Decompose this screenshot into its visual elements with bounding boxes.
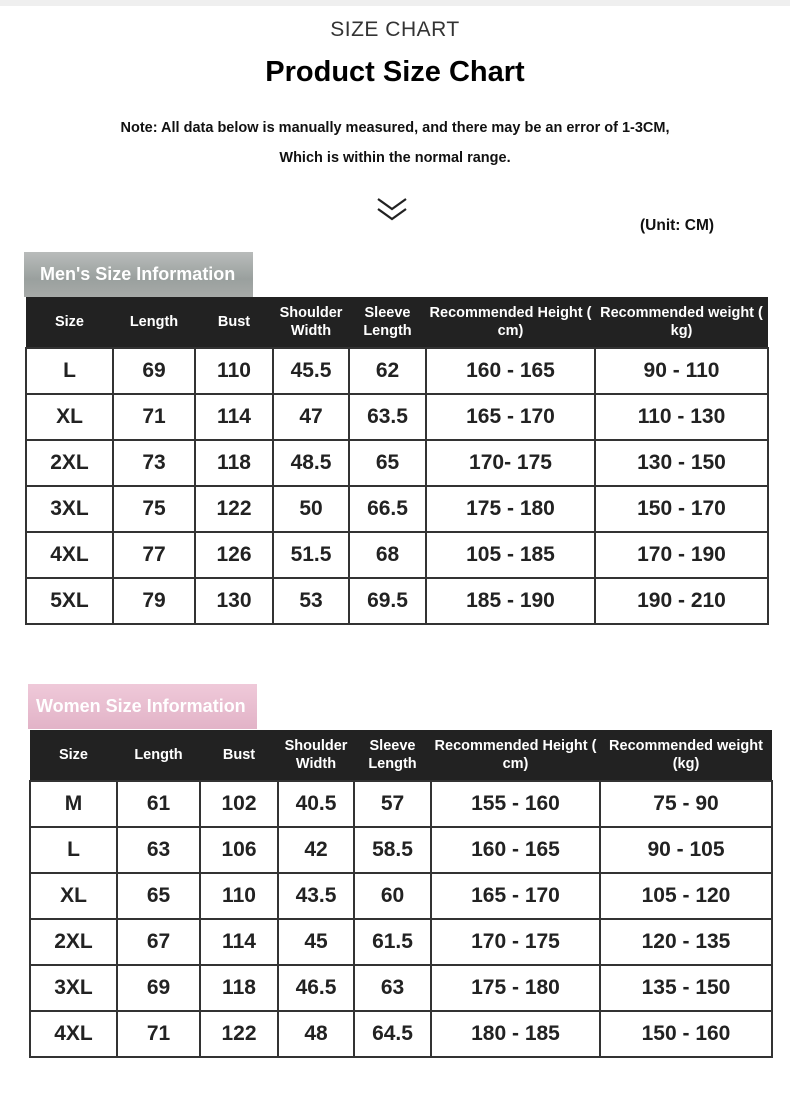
measurement-cell: 122 (200, 1011, 278, 1057)
column-header-sleeve-length: Sleeve Length (354, 730, 431, 781)
measurement-cell: 118 (200, 965, 278, 1011)
measurement-cell: 71 (117, 1011, 200, 1057)
measurement-cell: 67 (117, 919, 200, 965)
size-cell: 3XL (26, 486, 113, 532)
measurement-cell: 48.5 (273, 440, 349, 486)
measurement-cell: 105 - 120 (600, 873, 772, 919)
measurement-cell: 77 (113, 532, 195, 578)
size-cell: 3XL (30, 965, 117, 1011)
measurement-cell: 190 - 210 (595, 578, 768, 624)
measurement-cell: 90 - 110 (595, 348, 768, 394)
women-header-row (30, 730, 772, 781)
size-cell: L (30, 827, 117, 873)
column-header-bust: Bust (200, 730, 278, 781)
column-header-shoulder-width: Shoulder Width (273, 297, 349, 348)
table-row (26, 578, 768, 624)
column-header-size: Size (30, 730, 117, 781)
size-cell: 4XL (30, 1011, 117, 1057)
measurement-cell: 118 (195, 440, 273, 486)
measurement-cell: 150 - 160 (600, 1011, 772, 1057)
table-row (30, 827, 772, 873)
measurement-cell: 135 - 150 (600, 965, 772, 1011)
measurement-cell: 165 - 170 (426, 394, 595, 440)
measurement-cell: 105 - 185 (426, 532, 595, 578)
measurement-cell: 165 - 170 (431, 873, 600, 919)
measurement-cell: 120 - 135 (600, 919, 772, 965)
table-row (30, 873, 772, 919)
measurement-cell: 61.5 (354, 919, 431, 965)
men-section-label: Men's Size Information (24, 252, 253, 297)
size-cell: M (30, 781, 117, 827)
measurement-cell: 175 - 180 (426, 486, 595, 532)
measurement-cell: 170 - 175 (431, 919, 600, 965)
measurement-cell: 114 (200, 919, 278, 965)
column-header-recommended-weight: Recommended weight (kg) (600, 730, 772, 781)
measurement-cell: 102 (200, 781, 278, 827)
column-header-length: Length (113, 297, 195, 348)
table-row (30, 965, 772, 1011)
measurement-cell: 170 - 190 (595, 532, 768, 578)
measurement-cell: 114 (195, 394, 273, 440)
measurement-cell: 110 (200, 873, 278, 919)
measurement-cell: 73 (113, 440, 195, 486)
measurement-cell: 69.5 (349, 578, 426, 624)
measurement-cell: 66.5 (349, 486, 426, 532)
size-cell: 4XL (26, 532, 113, 578)
measurement-cell: 71 (113, 394, 195, 440)
page-title: Product Size Chart (265, 56, 525, 88)
measurement-cell: 110 (195, 348, 273, 394)
measurement-cell: 47 (273, 394, 349, 440)
table-row (26, 532, 768, 578)
column-header-sleeve-length: Sleeve Length (349, 297, 426, 348)
size-cell: XL (26, 394, 113, 440)
column-header-recommended-height: Recommended Height ( cm) (426, 297, 595, 348)
unit-label: (Unit: CM) (640, 217, 715, 234)
measurement-cell: 62 (349, 348, 426, 394)
measurement-cell: 68 (349, 532, 426, 578)
measurement-cell: 175 - 180 (431, 965, 600, 1011)
table-row (30, 919, 772, 965)
measurement-cell: 65 (349, 440, 426, 486)
size-cell: 2XL (26, 440, 113, 486)
size-chart-subtitle: SIZE CHART (330, 18, 460, 41)
size-cell: 2XL (30, 919, 117, 965)
measurement-cell: 180 - 185 (431, 1011, 600, 1057)
measurement-cell: 63 (117, 827, 200, 873)
size-cell: L (26, 348, 113, 394)
measurement-cell: 122 (195, 486, 273, 532)
measurement-cell: 61 (117, 781, 200, 827)
measurement-cell: 63 (354, 965, 431, 1011)
table-row (26, 348, 768, 394)
measurement-cell: 53 (273, 578, 349, 624)
table-row (26, 440, 768, 486)
measurement-cell: 106 (200, 827, 278, 873)
measurement-cell: 126 (195, 532, 273, 578)
measurement-cell: 48 (278, 1011, 354, 1057)
top-divider (0, 0, 790, 6)
table-row (26, 394, 768, 440)
men-header-row (26, 297, 768, 348)
men-size-table (25, 297, 769, 625)
measurement-cell: 64.5 (354, 1011, 431, 1057)
measurement-cell: 43.5 (278, 873, 354, 919)
measurement-cell: 45 (278, 919, 354, 965)
measurement-cell: 40.5 (278, 781, 354, 827)
column-header-recommended-height: Recommended Height ( cm) (431, 730, 600, 781)
women-section-label: Women Size Information (28, 684, 257, 729)
measurement-cell: 57 (354, 781, 431, 827)
measurement-note-continued: Which is within the normal range. (279, 150, 511, 166)
measurement-note: Note: All data below is manually measured, and there may be an error of 1-3CM, (120, 120, 670, 136)
measurement-cell: 160 - 165 (426, 348, 595, 394)
measurement-cell: 69 (117, 965, 200, 1011)
measurement-cell: 65 (117, 873, 200, 919)
table-row (30, 1011, 772, 1057)
measurement-cell: 90 - 105 (600, 827, 772, 873)
measurement-cell: 69 (113, 348, 195, 394)
measurement-cell: 79 (113, 578, 195, 624)
women-size-table (29, 730, 773, 1058)
measurement-cell: 185 - 190 (426, 578, 595, 624)
measurement-cell: 130 - 150 (595, 440, 768, 486)
measurement-cell: 130 (195, 578, 273, 624)
table-row (30, 781, 772, 827)
measurement-cell: 42 (278, 827, 354, 873)
measurement-cell: 170- 175 (426, 440, 595, 486)
measurement-cell: 155 - 160 (431, 781, 600, 827)
measurement-cell: 160 - 165 (431, 827, 600, 873)
table-row (26, 486, 768, 532)
measurement-cell: 51.5 (273, 532, 349, 578)
size-cell: 5XL (26, 578, 113, 624)
men-table-body (26, 348, 768, 624)
measurement-cell: 150 - 170 (595, 486, 768, 532)
column-header-recommended-weight: Recommended weight ( kg) (595, 297, 768, 348)
measurement-cell: 63.5 (349, 394, 426, 440)
column-header-length: Length (117, 730, 200, 781)
measurement-cell: 75 (113, 486, 195, 532)
measurement-cell: 60 (354, 873, 431, 919)
column-header-bust: Bust (195, 297, 273, 348)
double-chevron-down-icon (375, 196, 409, 224)
column-header-shoulder-width: Shoulder Width (278, 730, 354, 781)
measurement-cell: 75 - 90 (600, 781, 772, 827)
women-table-body (30, 781, 772, 1057)
measurement-cell: 45.5 (273, 348, 349, 394)
size-cell: XL (30, 873, 117, 919)
column-header-size: Size (26, 297, 113, 348)
measurement-cell: 110 - 130 (595, 394, 768, 440)
measurement-cell: 58.5 (354, 827, 431, 873)
measurement-cell: 50 (273, 486, 349, 532)
measurement-cell: 46.5 (278, 965, 354, 1011)
